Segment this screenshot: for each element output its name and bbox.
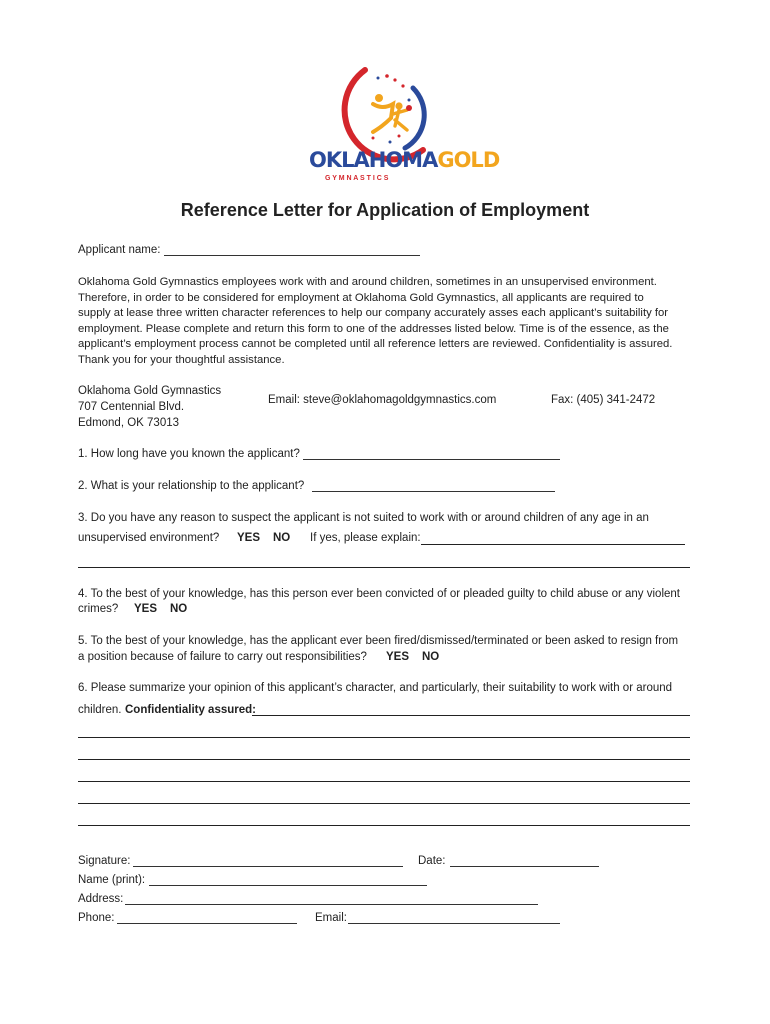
email-label: Email:	[315, 912, 347, 924]
q4-no-option[interactable]: NO	[170, 603, 188, 615]
date-label: Date:	[418, 855, 446, 867]
question-5-line2: a position because of failure to carry out responsibilities?	[78, 651, 367, 663]
q6-answer-line[interactable]	[78, 781, 690, 782]
intro-line: Oklahoma Gold Gymnastics employees work with and around children, sometimes in an unsupervised environment.	[78, 276, 657, 288]
q3-explain-field-line2[interactable]	[78, 567, 690, 568]
question-3-line2: unsupervised environment?	[78, 532, 220, 544]
signature-label: Signature:	[78, 855, 131, 867]
intro-line: employment. Please complete and return this form to one of the addresses listed below. Time is of the essence, as the	[78, 322, 669, 335]
intro-line: Therefore, in order to be considered for employment at Oklahoma Gold Gymnastics, all applicants are required to	[78, 291, 644, 304]
answer-2-field[interactable]	[312, 491, 555, 492]
logo-word-gold: GOLD	[437, 148, 500, 172]
oklahoma-gold-logo	[295, 60, 500, 190]
intro-line: Thank you for your thoughtful assistance.	[78, 353, 285, 366]
question-5-line1: 5. To the best of your knowledge, has the applicant ever been fired/dismissed/terminated or been asked to resign from	[78, 635, 679, 647]
question-4-line2: crimes?	[78, 603, 119, 615]
intro-paragraph	[78, 275, 698, 369]
phone-label: Phone:	[78, 912, 115, 924]
logo-wordmark	[309, 148, 500, 172]
q4-yes-option[interactable]: YES	[134, 603, 158, 615]
intro-line: supply at lease three written character references to help our company accurately asses each applicant’s suitability for	[78, 307, 669, 320]
q6-answer-line[interactable]	[78, 803, 690, 804]
date-field[interactable]	[450, 866, 599, 867]
address-street: 707 Centennial Blvd.	[78, 401, 185, 413]
question-2: 2. What is your relationship to the applicant?	[78, 480, 305, 492]
address-org-name: Oklahoma Gold Gymnastics	[78, 385, 222, 397]
question-6-line2: children.	[78, 704, 122, 716]
name-print-label: Name (print):	[78, 874, 146, 886]
q3-yes-option[interactable]: YES	[237, 532, 261, 544]
contact-email: Email: steve@oklahomagoldgymnastics.com	[268, 394, 497, 406]
address-field[interactable]	[125, 904, 538, 905]
answer-1-field[interactable]	[303, 459, 560, 460]
q5-no-option[interactable]: NO	[422, 651, 440, 663]
applicant-name-field[interactable]	[164, 255, 420, 256]
q6-answer-line[interactable]	[78, 825, 690, 826]
q5-yes-option[interactable]: YES	[386, 651, 410, 663]
address-label: Address:	[78, 893, 124, 905]
logo-word-oklahoma: OKLAHOMA	[309, 148, 438, 172]
contact-fax: Fax: (405) 341-2472	[551, 394, 656, 406]
address-city: Edmond, OK 73013	[78, 417, 180, 429]
q6-confidential-label: Confidentiality assured:	[125, 704, 256, 716]
question-6-line1: 6. Please summarize your opinion of this applicant’s character, and particularly, their suitability to work with or around	[78, 682, 673, 694]
email-field[interactable]	[348, 923, 560, 924]
intro-line: applicant’s employment process cannot be completed until all reference letters are reviewed. Confidentiality is assured.	[78, 338, 673, 351]
question-4-line1: 4. To the best of your knowledge, has this person ever been convicted of or pleaded guilty to child abuse or any violent	[78, 588, 680, 600]
q3-explain-label: If yes, please explain:	[310, 532, 421, 544]
q6-answer-line[interactable]	[78, 737, 690, 738]
logo-subtitle: G Y M N A S T I C S	[325, 175, 389, 182]
q3-explain-field[interactable]	[421, 544, 685, 545]
q3-no-option[interactable]: NO	[273, 532, 291, 544]
q6-answer-line[interactable]	[78, 759, 690, 760]
name-print-field[interactable]	[149, 885, 427, 886]
q6-answer-field[interactable]	[252, 715, 690, 716]
page-title: Reference Letter for Application of Employment	[180, 200, 590, 220]
signature-field[interactable]	[133, 866, 403, 867]
applicant-name-label: Applicant name:	[78, 244, 161, 256]
phone-field[interactable]	[117, 923, 297, 924]
question-1: 1. How long have you known the applicant?	[78, 448, 300, 460]
question-3-line1: 3. Do you have any reason to suspect the applicant is not suited to work with or around children of any age in an	[78, 512, 649, 524]
